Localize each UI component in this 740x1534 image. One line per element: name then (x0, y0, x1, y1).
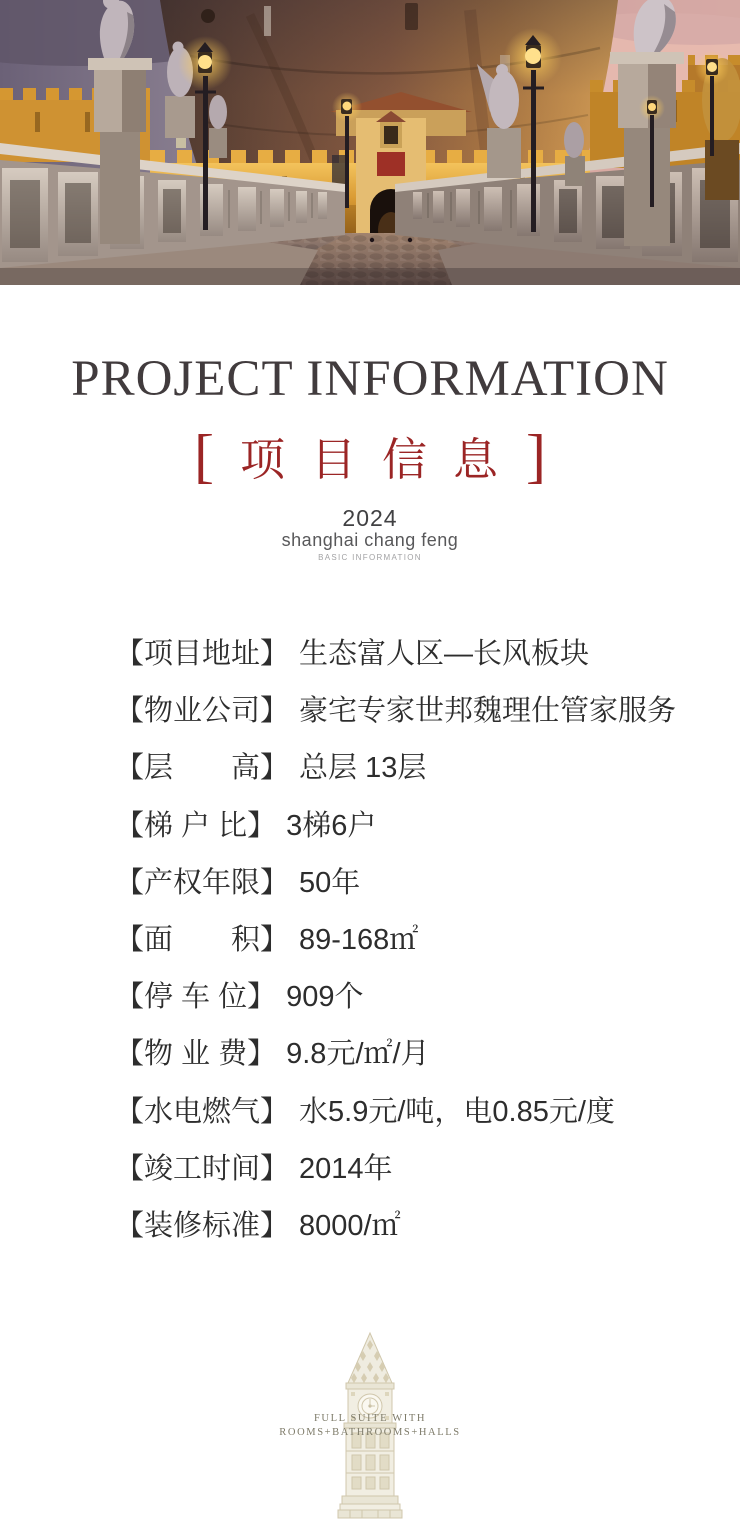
info-value: 89-168㎡ (299, 924, 419, 957)
info-value: 总层 13层 (299, 752, 427, 785)
info-row (115, 852, 710, 909)
info-row (115, 909, 710, 966)
info-row (115, 1138, 710, 1195)
title-chinese-text: 项目信息 (239, 434, 524, 485)
watermark-text-line2: ROOMS+BATHROOMS+HALLS (279, 1427, 461, 1438)
info-row (115, 680, 710, 737)
info-value: 909个 (286, 981, 364, 1014)
info-row (115, 737, 710, 794)
info-value: 水5.9元/吨，电0.85元/度 (299, 1095, 615, 1128)
info-value: 生态富人区—长风板块 (299, 638, 590, 671)
info-label: 【竣工时间】 (115, 1152, 290, 1185)
info-value: 3梯6户 (286, 809, 377, 842)
watermark-clock-tower-illustration (330, 1331, 410, 1521)
info-row (115, 1081, 710, 1138)
title-bracket-left: [ (194, 423, 214, 489)
info-label: 【梯 户 比】 (115, 809, 277, 842)
info-row (115, 966, 710, 1023)
info-label: 【停 车 位】 (115, 981, 277, 1014)
info-value: 豪宅专家世邦魏理仕管家服务 (299, 695, 677, 728)
page-title-english: PROJECT INFORMATION (71, 351, 669, 407)
info-label: 【物 业 费】 (115, 1038, 277, 1071)
info-label: 【装修标准】 (115, 1209, 290, 1242)
title-bracket-right: ] (526, 423, 546, 489)
info-row (115, 1023, 710, 1080)
info-label: 【面 积】 (115, 924, 290, 957)
meta-year: 2024 (342, 505, 398, 531)
hero-photo-castel-santangelo-bridge (0, 0, 740, 285)
meta-tagline: BASIC INFORMATION (318, 553, 422, 562)
page-title-chinese (0, 423, 740, 492)
info-value: 8000/㎡ (299, 1209, 401, 1242)
info-value: 2014年 (299, 1152, 393, 1185)
info-label: 【产权年限】 (115, 866, 290, 899)
info-value: 50年 (299, 866, 361, 899)
info-row (115, 795, 710, 852)
info-label: 【项目地址】 (115, 638, 290, 671)
watermark-text-line1: FULL SUITE WITH (313, 1413, 427, 1424)
info-value: 9.8元/㎡/月 (286, 1038, 430, 1071)
info-label: 【物业公司】 (115, 695, 290, 728)
project-info-list (115, 623, 710, 1252)
meta-subtitle: shanghai chang feng (281, 530, 459, 550)
info-label: 【水电燃气】 (115, 1095, 290, 1128)
info-row (115, 623, 710, 680)
info-row (115, 1195, 710, 1252)
info-label: 【层 高】 (115, 752, 290, 785)
